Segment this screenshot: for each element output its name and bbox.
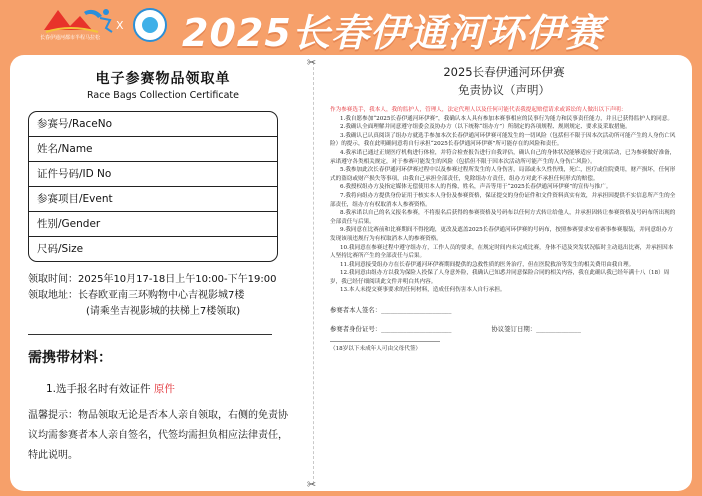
- header-banner: [0, 0, 702, 55]
- certificate-title: 电子参赛物品领取单: [95, 71, 231, 87]
- signature-label: 参赛者本人签名：: [330, 306, 382, 315]
- waiver-clause: 6.我授权组办方及指定媒体无偿使用本人的肖像，姓名，声音等用于“2025长春伊通河环伊赛”的宣传与推广。: [340, 184, 612, 191]
- materials-item: [28, 381, 298, 396]
- waiver-intro: 作为参赛选手，我本人，我的监护人，管理人，法定代理人以及任何可能代表我提起赔偿请求或诉讼的人做出以下声明：: [330, 107, 627, 113]
- waiver-clause: 2.我确认全面理解并同意遵守组委会及协办方（以下统称“组办方”）所制定的各项规程、规则规定、要求及采取措施。: [340, 124, 631, 131]
- waiver-subtitle: 免责协议（声明）: [458, 83, 550, 97]
- id-date-line: 参赛者身份证号：______________________ 协议签订日期：______________: [330, 325, 581, 334]
- sign-date-label: 协议签订日期：: [491, 325, 537, 334]
- waiver-clause: 4.我承诺已通过正规医疗机构进行体检，并符合检查报告进行自我评估，确认自己的身体状况能够适应于此项活动，已为参赛做好准备，承诺遵守各类相关规定，对于参赛可能发生的风险（包括但不限于因本次活动所可能产生的人身伤亡风险）。: [330, 149, 676, 165]
- field-event: 参赛项目/Event: [29, 187, 277, 212]
- field-id-no: 证件号码/ID No: [29, 162, 277, 187]
- collection-certificate: [28, 62, 298, 466]
- runner-logo-icon: [40, 6, 120, 34]
- minor-footnote: （18岁以下未成年人可由父母代签）: [330, 341, 440, 352]
- pickup-time: 领取时间：2025年10月17-18日上午10:00-下午19:00: [28, 274, 277, 285]
- logo-caption: 长春伊通河都市半程马拉松: [40, 35, 101, 41]
- materials-heading: 需携带材料：: [28, 350, 112, 366]
- pickup-info: [28, 272, 298, 320]
- scissors-icon: ✂: [307, 478, 317, 491]
- materials-item-emphasis: 原件: [153, 383, 175, 395]
- field-race-no: 参赛号/RaceNo: [29, 112, 277, 137]
- emblem-icon: [142, 17, 158, 33]
- participant-form: [28, 111, 278, 262]
- id-number-label: 参赛者身份证号：: [330, 325, 382, 334]
- field-name: 姓名/Name: [29, 137, 277, 162]
- scissors-icon: ✂: [307, 56, 317, 69]
- waiver-clause: 7.我将向组办方提供身份证用于核实本人身份及参赛资格，保证提交的身份证件和文件资料真实有效，并承担因提供不实信息所产生的全部责任，组办方有权取消本人参赛资格。: [330, 192, 676, 208]
- waiver-clause: 3.我确认已认真阅读了组办方就选手参加本次长春伊通河环伊赛可能发生的一切风险（包括但不限于因本次活动所可能产生的人身伤亡风险）的提示，我在此明确同意将自行承担“2025长春伊通河环伊赛”所可能存在的风险和责任。: [330, 132, 676, 148]
- pickup-address-note: (请乘坐吉视影城的扶梯上7楼领取): [86, 306, 241, 317]
- materials-item-text: 1.选手报名时有效证件: [46, 383, 151, 395]
- waiver-title: 2025长春伊通河环伊赛: [443, 65, 565, 79]
- waiver-clause: 9.我同意在比赛前和比赛期间不得抢跑，更改及遮盖2025长春伊通河环伊赛的号码布，按照参赛要求安看赛事参赛服装，并同意组办方发现该项违规行为有权取消本人的参赛资格。: [330, 227, 673, 242]
- field-gender: 性别/Gender: [29, 212, 277, 237]
- waiver-clause: 10.我同意在参赛过程中遵守组办方，工作人员的要求，在规定时间内未完成比赛，身体不适及突发状况临时主动退出比赛，并承担因本人坚持比赛所产生的全部责任与后果。: [330, 244, 674, 260]
- marathon-logo: [40, 6, 120, 42]
- waiver-clause: 1.我自愿参加“2025长春伊通河环伊赛”，我确认本人具有参加本赛事相应的民事行为能力和民事责任能力，并且已获得监护人的同意。: [340, 115, 673, 122]
- reminder-note: 温馨提示：物品领取无论是否本人亲自领取，右侧的免责协议均需参赛者本人亲自签名，代签均需担负相应法律责任，特此说明。: [28, 410, 288, 461]
- event-title: 2025长春伊通河环伊赛: [182, 11, 604, 55]
- pickup-address: 领取地址：长春欧亚南三环购物中心吉视影城7楼: [28, 290, 245, 301]
- waiver-clause: 5.我参加此次长春伊通河环伊赛过程中以及参赛过程所发生的人身伤害，局部或永久性伤残，死亡，医疗或住院费用，财产损坏，任何形式的盗窃或财产损失等事项，由我自己承担全部责任，免除组办方责任，组办方对此不承担任何形式的赔偿。: [330, 167, 676, 182]
- partner-emblem: [133, 8, 167, 42]
- signature-line: 参赛者本人签名：______________________: [330, 306, 452, 315]
- section-divider: [28, 334, 272, 335]
- waiver-clause: 8.我承诺以自己的名义报名参赛，不将报名后获得的参赛资格及号码布以任何方式转让给他人，并承担因转让参赛资格及号码布所出现的全部责任与后果。: [330, 210, 676, 225]
- waiver-clause: 13.本人未提交赛事要求的任何材料，造成任何伤害本人自行承担。: [340, 287, 506, 294]
- field-size: 尺码/Size: [37, 243, 84, 255]
- waiver-clause: 12.我同意由组办方以我为保险人投保了人身意外险，我确认已知悉并同意保险合同的相关内容，我在此确认我已经年满十八（18）周岁，我已经仔细阅读此文件并明白其内容。: [330, 270, 670, 285]
- collab-separator: X: [116, 19, 124, 32]
- waiver-clause: 11.我同意接受组办方在长春伊通河环伊赛期间提供的急救性质的医务治疗，但在医院救治等发生的相关费用由我自理。: [340, 261, 635, 268]
- waiver-agreement: [330, 64, 678, 352]
- tear-line: [313, 62, 314, 484]
- certificate-subtitle: Race Bags Collection Certificate: [87, 90, 239, 101]
